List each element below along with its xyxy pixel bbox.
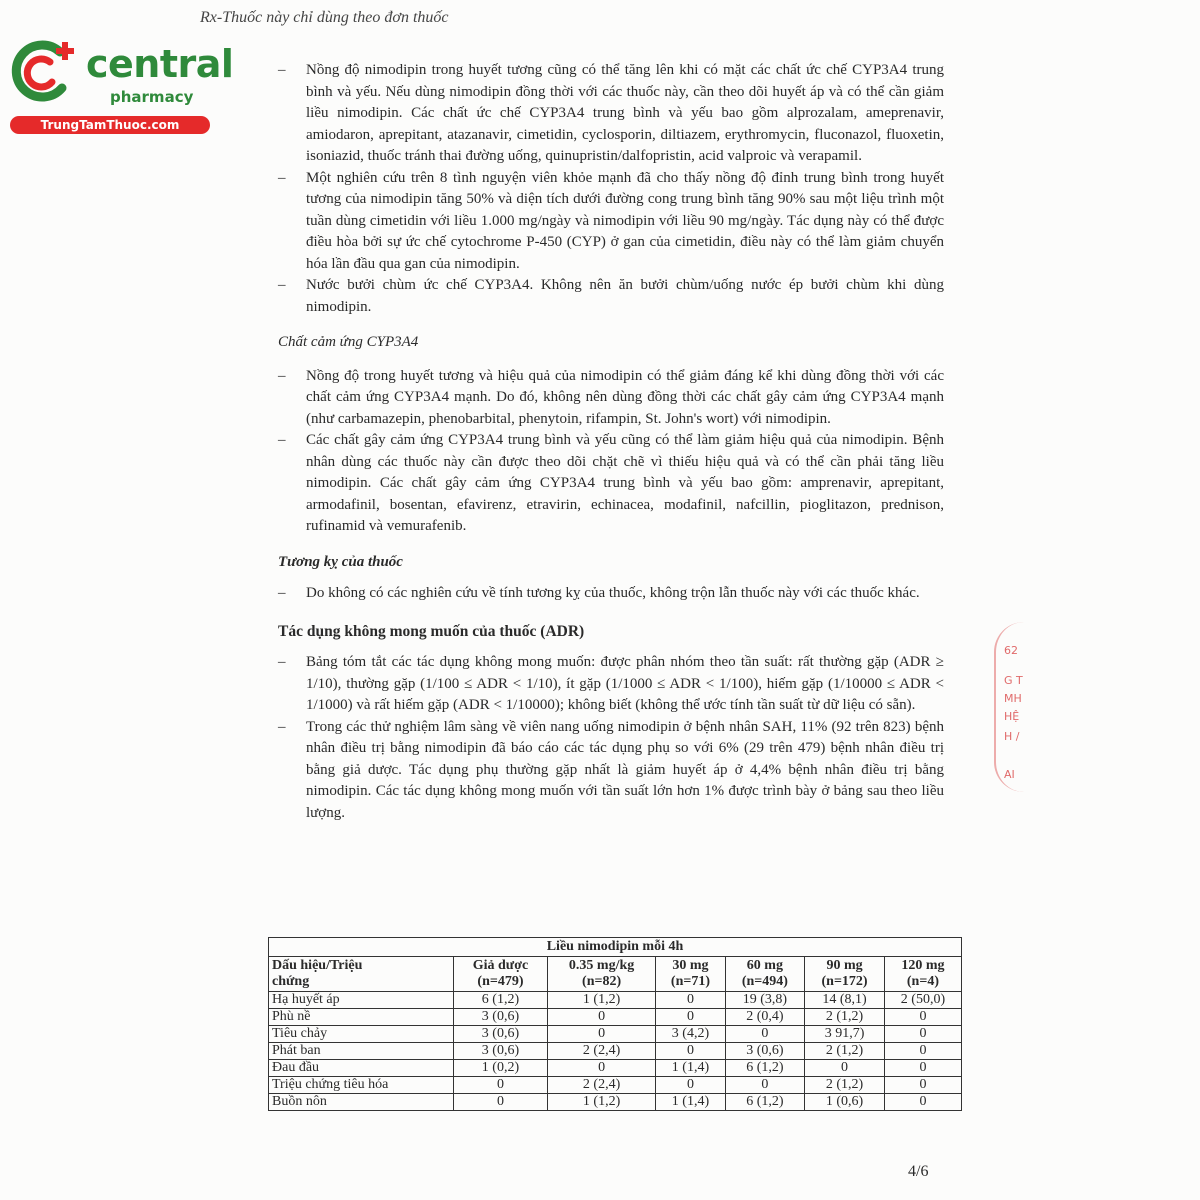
dash-icon: – [278,62,286,78]
bullet-item [278,168,944,276]
column-header-dose [884,957,961,992]
header-line: (n=479) [477,974,524,989]
header-line: (n=71) [670,974,710,989]
header-line: 120 mg [901,958,945,973]
bullet-text: Bảng tóm tắt các tác dụng không mong muốn: được phân nhóm theo tần suất: rất thường gặp (ADR ≥ 1/10), thường gặp (1/100 ≤ ADR < 1/10), ít gặp (1/1000 ≤ ADR < 1/100), hiếm gặp (1/10000 ≤ ADR < 1/1000) và rất hiếm gặp (ADR < 1/10000); không biết (không thể ước tính tần suất từ dữ liệu có sẵn). [306,654,944,713]
value-cell: 0 [884,1077,961,1094]
value-cell: 0 [547,1060,656,1077]
value-cell: 0 [884,1060,961,1077]
symptom-cell: Hạ huyết áp [269,992,454,1009]
value-cell: 1 (1,2) [547,992,656,1009]
value-cell: 0 [656,1043,725,1060]
value-cell: 2 (0,4) [725,1009,805,1026]
value-cell: 0 [656,1077,725,1094]
dash-icon: – [278,169,286,186]
pharmacy-logo-icon [10,38,78,106]
bullet-item [278,430,944,538]
value-cell: 1 (1,4) [656,1060,725,1077]
value-cell: 1 (1,4) [656,1094,725,1111]
stamp-text: H / [1004,730,1020,743]
value-cell: 2 (1,2) [805,1009,885,1026]
value-cell: 3 (4,2) [656,1026,725,1043]
header-line: (n=4) [906,974,939,989]
compatibility-bullets [278,583,944,605]
table-row [269,992,962,1009]
value-cell: 0 [725,1026,805,1043]
value-cell: 2 (1,2) [805,1043,885,1060]
stamp-text: 62 [1004,644,1018,657]
bullet-item [278,275,944,318]
header-line: 90 mg [826,958,863,973]
header-line: chứng [272,974,310,989]
dash-icon: – [278,367,286,384]
symptom-cell: Tiêu chảy [269,1026,454,1043]
table-caption: Liều nimodipin mỗi 4h [269,938,962,957]
value-cell: 14 (8,1) [805,992,885,1009]
stamp-text: HỆ [1004,710,1020,723]
adr-table [268,937,962,1111]
header-line: 30 mg [672,958,709,973]
value-cell: 2 (2,4) [547,1077,656,1094]
page-number: 4/6 [908,1163,929,1180]
column-header-dose [656,957,725,992]
adr-heading: Tác dụng không mong muốn của thuốc (ADR) [278,622,585,640]
value-cell: 0 [884,1026,961,1043]
symptom-cell: Buồn nôn [269,1094,454,1111]
value-cell: 0 [725,1077,805,1094]
logo-subtitle: pharmacy [110,88,194,106]
value-cell: 0 [805,1060,885,1077]
bullet-text: Nồng độ nimodipin trong huyết tương cũng có thể tăng lên khi có mặt các chất ức chế CYP3A4 trung bình và yếu. Nếu dùng nimodipin đồng thời với các thuốc này, cần theo dõi huyết áp và có thể cần giảm liều nimodipin. Các chất ức chế CYP3A4 trung bình và yếu bao gồm alprozalam, ameprenavir, amiodaron, aprepitant, atazanavir, cimetidin, cyclosporin, diltiazem, erythromycin, fluconazol, fluoxetin, isoniazid, thuốc tránh thai đường uống, quinupristin/dalfopristin, acid valproic và verapamil. [306,62,944,164]
bullet-item [278,717,944,825]
bullet-item [278,366,944,431]
value-cell: 2 (1,2) [805,1077,885,1094]
stamp-text: AI [1004,768,1015,781]
value-cell: 2 (2,4) [547,1043,656,1060]
bullet-item [278,583,944,605]
table-body [269,992,962,1111]
bullet-text: Các chất gây cảm ứng CYP3A4 trung bình và yếu cũng có thể làm giảm hiệu quả của nimodipin. Bệnh nhân dùng các thuốc này cần được theo dõi chặt chẽ vì thiếu hiệu quả và có thể cần phải tăng liều nimodipin. Các chất gây cảm ứng CYP3A4 trung bình và yếu bao gồm: amprenavir, aprepitant, armodafinil, bosentan, efavirenz, etravirin, echinacea, modafinil, nafcillin, pioglitazon, prednison, rufinamid và vemurafenib. [306,432,944,534]
value-cell: 0 [884,1009,961,1026]
column-header-dose [547,957,656,992]
adr-bullets [278,652,944,824]
column-header-dose [805,957,885,992]
table-row [269,1077,962,1094]
dash-icon: – [278,654,286,670]
stamp-text: MH [1004,692,1022,705]
dash-icon: – [278,585,286,601]
value-cell: 3 (0,6) [454,1026,548,1043]
table-row [269,1094,962,1111]
dash-icon: – [278,432,286,448]
inhibitor-bullets [278,60,944,318]
value-cell: 0 [547,1026,656,1043]
table-row [269,1043,962,1060]
central-pharmacy-logo[interactable] [10,38,234,138]
value-cell: 2 (50,0) [884,992,961,1009]
column-header-symptom [269,957,454,992]
compatibility-heading: Tương kỵ của thuốc [278,553,403,570]
header-line: Giả dược [472,958,529,973]
column-header-dose [725,957,805,992]
logo-name: central [86,42,234,86]
value-cell: 0 [656,992,725,1009]
value-cell: 6 (1,2) [454,992,548,1009]
symptom-cell: Triệu chứng tiêu hóa [269,1077,454,1094]
value-cell: 1 (0,6) [805,1094,885,1111]
symptom-cell: Phù nề [269,1009,454,1026]
value-cell: 6 (1,2) [725,1094,805,1111]
header-line: (n=494) [741,974,788,989]
logo-website[interactable]: TrungTamThuoc.com [10,116,210,134]
bullet-text: Nước bưởi chùm ức chế CYP3A4. Không nên ăn bưởi chùm/uống nước ép bưởi chùm khi dùng nimodipin. [306,277,944,315]
header-line: (n=172) [821,974,868,989]
value-cell: 0 [656,1009,725,1026]
bullet-text: Một nghiên cứu trên 8 tình nguyện viên khỏe mạnh đã cho thấy nồng độ đỉnh trung bình trong huyết tương của nimodipin tăng 50% và diện tích dưới đường cong trung bình tăng 90% sau một liệu trình một tuần dùng cimetidin với liều 1.000 mg/ngày và nimodipin với liều 90 mg/ngày. Tác dụng này có thể được điều hòa bởi sự ức chế cytochrome P-450 (CYP) ở gan của cimetidin, điều này có thể làm giảm chuyển hóa lần đầu qua gan của nimodipin. [306,169,944,272]
symptom-cell: Phát ban [269,1043,454,1060]
table-row [269,1009,962,1026]
value-cell: 1 (1,2) [547,1094,656,1111]
bullet-item [278,60,944,168]
header-line: 60 mg [746,958,783,973]
value-cell: 0 [884,1043,961,1060]
column-header-dose [454,957,548,992]
value-cell: 0 [454,1077,548,1094]
stamp-fragment [994,622,1034,792]
inducers-heading: Chất cảm ứng CYP3A4 [278,334,419,350]
dash-icon: – [278,718,286,735]
inducer-bullets [278,366,944,538]
header-line: (n=82) [582,974,622,989]
value-cell: 0 [884,1094,961,1111]
value-cell: 0 [547,1009,656,1026]
table-header-row [269,957,962,992]
value-cell: 3 91,7) [805,1026,885,1043]
bullet-text: Trong các thử nghiệm lâm sàng về viên nang uống nimodipin ở bệnh nhân SAH, 11% (92 trên 823) bệnh nhân điều trị bằng nimodipin đã báo cáo các tác dụng phụ so với 6% (29 trên 479) bệnh nhân điều trị bằng giả dược. Tác dụng phụ thường gặp nhất là giảm huyết áp ở 4,4% bệnh nhân điều trị bằng nimodipin. Các tác dụng không mong muốn với tần suất lớn hơn 1% được trình bày ở bảng sau theo liều lượng. [306,718,944,821]
stamp-text: G T [1004,674,1023,687]
value-cell: 1 (0,2) [454,1060,548,1077]
bullet-text: Do không có các nghiên cứu về tính tương kỵ của thuốc, không trộn lẫn thuốc này với các thuốc khác. [306,585,920,601]
document-body [278,60,944,824]
value-cell: 6 (1,2) [725,1060,805,1077]
table-row [269,1026,962,1043]
header-line: Dấu hiệu/Triệu [272,958,363,973]
table-row [269,1060,962,1077]
bullet-text: Nồng độ trong huyết tương và hiệu quả của nimodipin có thể giảm đáng kể khi dùng đồng thời với các chất cảm ứng CYP3A4 mạnh. Do đó, không nên dùng đồng thời các chất gây cảm ứng CYP3A4 mạnh (như carbamazepin, phenobarbital, phenytoin, rifampin, St. John's wort) với nimodipin. [306,367,944,427]
symptom-cell: Đau đầu [269,1060,454,1077]
value-cell: 3 (0,6) [454,1009,548,1026]
value-cell: 3 (0,6) [725,1043,805,1060]
header-line: 0.35 mg/kg [568,958,635,973]
value-cell: 0 [454,1094,548,1111]
value-cell: 3 (0,6) [454,1043,548,1060]
bullet-item [278,652,944,717]
prescription-note: Rx-Thuốc này chỉ dùng theo đơn thuốc [200,9,449,26]
dash-icon: – [278,277,286,293]
value-cell: 19 (3,8) [725,992,805,1009]
